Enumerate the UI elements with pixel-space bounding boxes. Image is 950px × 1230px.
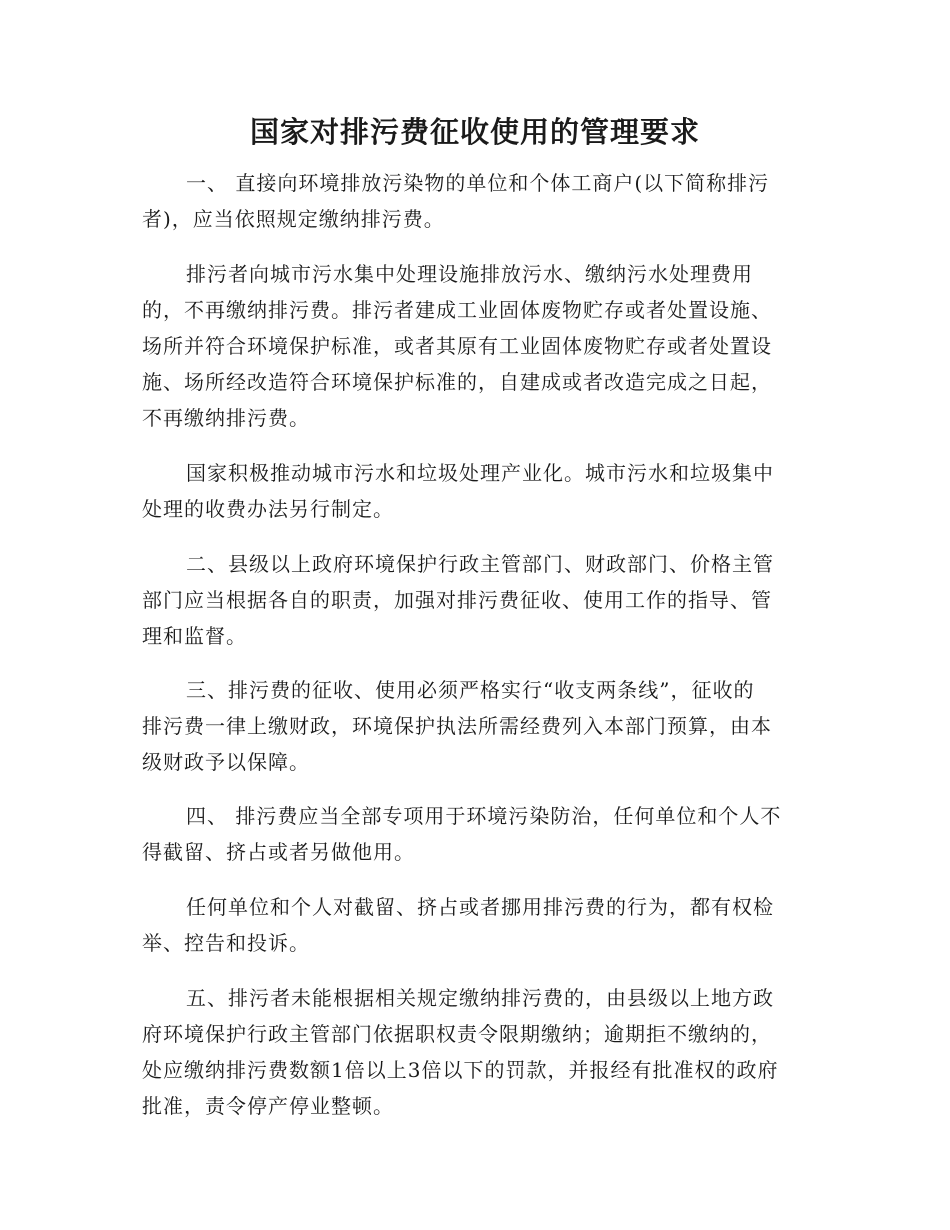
paragraph-line: 批准，责令停产停业整顿。 [142,1094,394,1118]
paragraph-line: 者)，应当依照规定缴纳排污费。 [142,207,445,231]
paragraph-6 [142,798,810,870]
paragraph-line: 排污者向城市污水集中处理设施排放污水、缴纳污水处理费用 [186,262,753,286]
paragraph-line: 理和监督。 [142,624,247,648]
paragraph-line: 施、场所经改造符合环境保护标准的，自建成或者改造完成之日起， [142,370,772,394]
paragraph-line: 排污费一律上缴财政，环境保护执法所需经费列入本部门预算，由本 [142,714,772,738]
paragraph-line: 五、排污者未能根据相关规定缴纳排污费的，由县级以上地方政 [186,986,774,1010]
paragraph-line: 级财政予以保障。 [142,750,310,774]
paragraph-line: 任何单位和个人对截留、挤占或者挪用排污费的行为，都有权检 [186,895,774,919]
paragraph-line: 二、县级以上政府环境保护行政主管部门、财政部门、价格主管 [186,552,774,576]
paragraph-line: 处理的收费办法另行制定。 [142,497,394,521]
paragraph-line: 不再缴纳排污费。 [142,406,310,430]
paragraph-line: 得截留、挤占或者另做他用。 [142,840,415,864]
paragraph-1 [142,165,810,237]
paragraph-line: 四、 排污费应当全部专项用于环境污染防治，任何单位和个人不 [186,804,782,828]
paragraph-4 [142,546,810,654]
paragraph-line: 府环境保护行政主管部门依据职权责令限期缴纳；逾期拒不缴纳的， [142,1022,772,1046]
paragraph-line: 一、 直接向环境排放污染物的单位和个体工商户(以下简称排污 [186,171,770,195]
paragraph-line: 处应缴纳排污费数额1倍以上3倍以下的罚款，并报经有批准权的政府 [142,1058,779,1082]
paragraph-3 [142,455,810,527]
paragraph-line: 场所并符合环境保护标准，或者其原有工业固体废物贮存或者处置设 [142,334,772,358]
paragraph-line: 三、排污费的征收、使用必须严格实行“收支两条线”，征收的 [186,678,755,702]
paragraph-2 [142,256,810,436]
paragraph-5 [142,672,810,780]
paragraph-8 [142,980,810,1124]
paragraph-line: 的，不再缴纳排污费。排污者建成工业固体废物贮存或者处置设施、 [142,298,772,322]
paragraph-line: 举、控告和投诉。 [142,931,310,955]
paragraph-7 [142,889,810,961]
paragraph-line: 国家积极推动城市污水和垃圾处理产业化。城市污水和垃圾集中 [186,461,774,485]
document-title: 国家对排污费征收使用的管理要求 [249,115,700,149]
paragraph-line: 部门应当根据各自的职责，加强对排污费征收、使用工作的指导、管 [142,588,772,612]
